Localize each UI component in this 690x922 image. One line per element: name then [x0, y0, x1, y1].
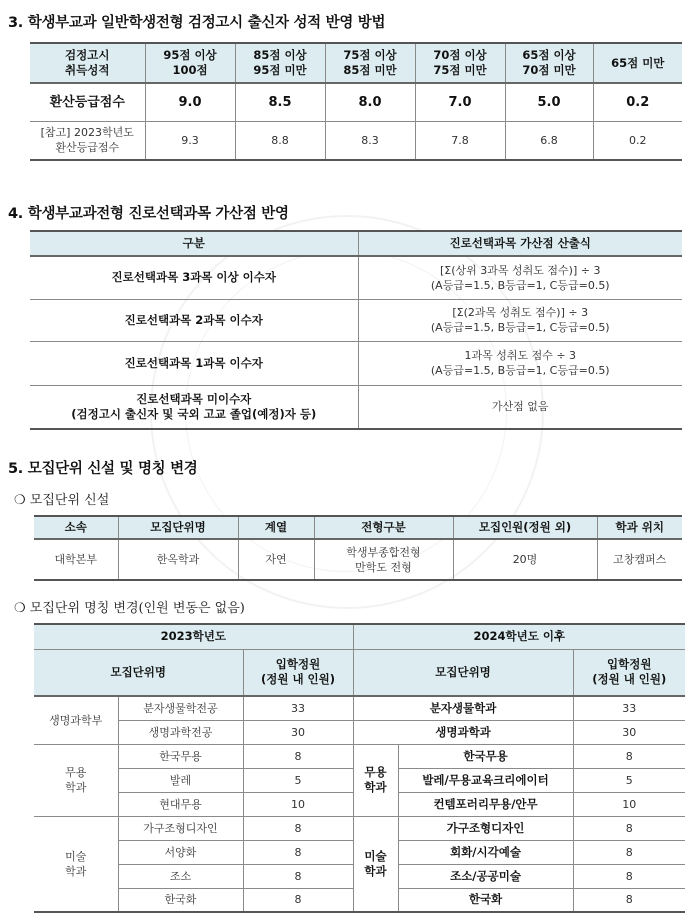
old-unit-cell: 한국무용: [118, 744, 243, 768]
old-unit-cell: 서양화: [118, 840, 243, 864]
new-quota-cell: 5: [573, 768, 685, 792]
cell: 8.3: [325, 121, 415, 160]
new-unit-cell: 한국화: [398, 888, 573, 912]
category-cell: 진로선택과목 1과목 이수자: [30, 341, 358, 385]
new-unit-cell: 컨템포러리무용/안무: [398, 792, 573, 816]
new-quota-cell: 33: [573, 696, 685, 720]
col-header: 85점 이상 95점 미만: [235, 43, 325, 83]
new-group-cell: 미술 학과: [353, 816, 398, 912]
section-5-title: 5. 모집단위 신설 및 명칭 변경: [8, 461, 198, 477]
new-group-cell: 무용 학과: [353, 744, 398, 816]
new-quota-cell: 8: [573, 744, 685, 768]
col-header: 모집단위명: [118, 516, 238, 539]
cell: 환산등급점수: [30, 83, 145, 121]
cell: 9.0: [145, 83, 235, 121]
new-quota-cell: 10: [573, 792, 685, 816]
year-2024-header: 2024학년도 이후: [353, 624, 685, 649]
table-row: [30, 121, 682, 160]
col-header: 65점 미만: [593, 43, 682, 83]
new-unit-cell: 한국무용: [398, 744, 573, 768]
old-quota-cell: 8: [243, 816, 353, 840]
formula-cell: [Σ(2과목 성취도 점수)] ÷ 3 (A등급=1.5, B등급=1, C등급=0.5): [358, 299, 682, 341]
new-quota-cell: 8: [573, 816, 685, 840]
col-header: 95점 이상 100점: [145, 43, 235, 83]
old-unit-cell: 한국화: [118, 888, 243, 912]
old-unit-cell: 분자생물학전공: [118, 696, 243, 720]
formula-cell: 가산점 없음: [358, 385, 682, 429]
header-row: [34, 516, 682, 539]
col-header: 진로선택과목 가산점 산출식: [358, 231, 682, 256]
formula-cell: [Σ(상위 3과목 성취도 점수)] ÷ 3 (A등급=1.5, B등급=1, C등급=0.5): [358, 256, 682, 299]
new-unit-cell: 분자생물학과: [353, 696, 573, 720]
table-row: [34, 720, 685, 744]
old-group-cell: 무용 학과: [34, 744, 118, 816]
new-quota-cell: 8: [573, 840, 685, 864]
table-row: [30, 256, 682, 299]
old-quota-cell: 8: [243, 744, 353, 768]
cell: 8.5: [235, 83, 325, 121]
cell: [참고] 2023학년도 환산등급점수: [30, 121, 145, 160]
table-row: [34, 539, 682, 580]
new-unit-cell: 생명과학과: [353, 720, 573, 744]
table-row: [34, 696, 685, 720]
col-header: 계열: [238, 516, 314, 539]
section-4-title: 4. 학생부교과전형 진로선택과목 가산점 반영: [8, 206, 289, 222]
name-change-table: [34, 623, 685, 913]
old-unit-cell: 발레: [118, 768, 243, 792]
cell: 한옥학과: [118, 539, 238, 580]
ged-score-table: [30, 42, 682, 161]
old-quota-cell: 8: [243, 864, 353, 888]
col-header: 70점 이상 75점 미만: [415, 43, 505, 83]
header-row: [34, 624, 685, 649]
new-unit-table: [34, 515, 682, 581]
col-header: 75점 이상 85점 미만: [325, 43, 415, 83]
new-unit-cell: 가구조형디자인: [398, 816, 573, 840]
old-unit-cell: 가구조형디자인: [118, 816, 243, 840]
category-cell: 진로선택과목 3과목 이상 이수자: [30, 256, 358, 299]
new-quota-cell: 30: [573, 720, 685, 744]
header-row: [30, 231, 682, 256]
col-header: 검정고시 취득성적: [30, 43, 145, 83]
new-quota-cell: 8: [573, 888, 685, 912]
elective-bonus-table: [30, 230, 682, 430]
table-row: [30, 385, 682, 429]
old-quota-cell: 30: [243, 720, 353, 744]
old-quota-cell: 8: [243, 888, 353, 912]
old-group-cell: 생명과학부: [34, 696, 118, 744]
header-row: [34, 649, 685, 696]
col-header: 65점 이상 70점 미만: [505, 43, 593, 83]
unit-name-header: 모집단위명: [34, 649, 243, 696]
cell: 9.3: [145, 121, 235, 160]
cell: 20명: [453, 539, 597, 580]
col-header: 모집인원(정원 외): [453, 516, 597, 539]
formula-cell: 1과목 성취도 점수 ÷ 3 (A등급=1.5, B등급=1, C등급=0.5): [358, 341, 682, 385]
quota-header: 입학정원 (정원 내 인원): [243, 649, 353, 696]
old-quota-cell: 33: [243, 696, 353, 720]
old-quota-cell: 5: [243, 768, 353, 792]
cell: 학생부종합전형 만학도 전형: [314, 539, 453, 580]
old-unit-cell: 생명과학전공: [118, 720, 243, 744]
quota-header: 입학정원 (정원 내 인원): [573, 649, 685, 696]
new-unit-cell: 조소/공공미술: [398, 864, 573, 888]
section-3-title: 3. 학생부교과 일반학생전형 검정고시 출신자 성적 반영 방법: [8, 15, 386, 31]
table-row: [30, 83, 682, 121]
new-unit-cell: 발레/무용교육크리에이터: [398, 768, 573, 792]
cell: 7.0: [415, 83, 505, 121]
subsection-name-change: ❍ 모집단위 명칭 변경(인원 변동은 없음): [14, 601, 245, 616]
new-quota-cell: 8: [573, 864, 685, 888]
unit-name-header: 모집단위명: [353, 649, 573, 696]
col-header: 학과 위치: [597, 516, 682, 539]
old-quota-cell: 10: [243, 792, 353, 816]
table-row: [30, 299, 682, 341]
old-unit-cell: 현대무용: [118, 792, 243, 816]
old-unit-cell: 조소: [118, 864, 243, 888]
header-row: [30, 43, 682, 83]
cell: 6.8: [505, 121, 593, 160]
table-row: [30, 341, 682, 385]
cell: 5.0: [505, 83, 593, 121]
cell: 고창캠퍼스: [597, 539, 682, 580]
cell: 자연: [238, 539, 314, 580]
table-row: [34, 816, 685, 840]
col-header: 구분: [30, 231, 358, 256]
cell: 7.8: [415, 121, 505, 160]
cell: 8.0: [325, 83, 415, 121]
subsection-new-unit: ❍ 모집단위 신설: [14, 493, 110, 508]
new-unit-cell: 회화/시각예술: [398, 840, 573, 864]
old-group-cell: 미술 학과: [34, 816, 118, 912]
col-header: 전형구분: [314, 516, 453, 539]
col-header: 소속: [34, 516, 118, 539]
old-quota-cell: 8: [243, 840, 353, 864]
cell: 0.2: [593, 83, 682, 121]
cell: 대학본부: [34, 539, 118, 580]
category-cell: 진로선택과목 미이수자 (검정고시 출신자 및 국외 고교 졸업(예정)자 등): [30, 385, 358, 429]
year-2023-header: 2023학년도: [34, 624, 353, 649]
category-cell: 진로선택과목 2과목 이수자: [30, 299, 358, 341]
table-row: [34, 744, 685, 768]
cell: 8.8: [235, 121, 325, 160]
cell: 0.2: [593, 121, 682, 160]
